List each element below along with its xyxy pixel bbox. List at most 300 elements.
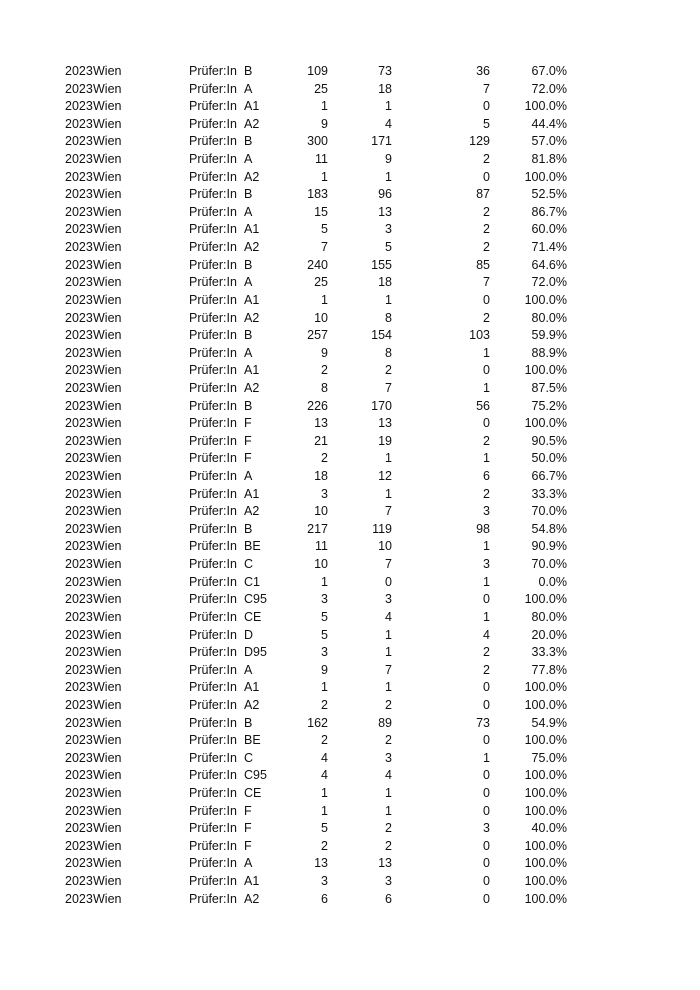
examiner-role-cell: Prüfer:In xyxy=(189,750,237,765)
examiner-role-cell: Prüfer:In xyxy=(189,874,237,889)
examiner-role-cell: Prüfer:In xyxy=(189,380,237,395)
failed-count-cell: 2 xyxy=(483,645,490,660)
pass-rate-cell: 66.7% xyxy=(531,469,567,484)
pass-rate-cell: 100.0% xyxy=(524,697,567,712)
failed-count-cell: 2 xyxy=(483,222,490,237)
year-cell: 2023 xyxy=(65,504,93,519)
examiner-role-cell: Prüfer:In xyxy=(189,257,237,272)
city-cell: Wien xyxy=(93,539,122,554)
failed-count-cell: 3 xyxy=(483,504,490,519)
table-row xyxy=(0,873,700,891)
examiner-role-cell: Prüfer:In xyxy=(189,451,237,466)
failed-count-cell: 1 xyxy=(483,750,490,765)
pass-rate-cell: 81.8% xyxy=(531,152,567,167)
examiner-role-cell: Prüfer:In xyxy=(189,768,237,783)
examiner-role-cell: Prüfer:In xyxy=(189,328,237,343)
table-row xyxy=(0,169,700,187)
examiner-role-cell: Prüfer:In xyxy=(189,134,237,149)
city-cell: Wien xyxy=(93,592,122,607)
city-cell: Wien xyxy=(93,64,122,78)
pass-rate-cell: 100.0% xyxy=(524,363,567,378)
total-count-cell: 5 xyxy=(321,222,328,237)
examiner-role-cell: Prüfer:In xyxy=(189,310,237,325)
year-cell: 2023 xyxy=(65,521,93,536)
passed-count-cell: 1 xyxy=(385,99,392,114)
city-cell: Wien xyxy=(93,521,122,536)
city-cell: Wien xyxy=(93,574,122,589)
passed-count-cell: 96 xyxy=(378,187,392,202)
year-cell: 2023 xyxy=(65,733,93,748)
city-cell: Wien xyxy=(93,363,122,378)
total-count-cell: 8 xyxy=(321,380,328,395)
license-class-cell: A xyxy=(244,345,253,360)
passed-count-cell: 154 xyxy=(371,328,392,343)
examiner-role-cell: Prüfer:In xyxy=(189,821,237,836)
failed-count-cell: 0 xyxy=(483,697,490,712)
license-class-cell: B xyxy=(244,521,253,536)
failed-count-cell: 7 xyxy=(483,275,490,290)
year-cell: 2023 xyxy=(65,891,93,906)
city-cell: Wien xyxy=(93,380,122,395)
table-row xyxy=(0,715,700,733)
city-cell: Wien xyxy=(93,345,122,360)
table-row xyxy=(0,433,700,451)
license-class-cell: A2 xyxy=(244,697,260,712)
total-count-cell: 25 xyxy=(314,81,328,96)
total-count-cell: 2 xyxy=(321,838,328,853)
year-cell: 2023 xyxy=(65,469,93,484)
license-class-cell: A2 xyxy=(244,891,260,906)
pass-rate-cell: 60.0% xyxy=(531,222,567,237)
examiner-role-cell: Prüfer:In xyxy=(189,204,237,219)
pass-rate-cell: 100.0% xyxy=(524,416,567,431)
failed-count-cell: 36 xyxy=(476,64,490,78)
examiner-role-cell: Prüfer:In xyxy=(189,64,237,78)
license-class-cell: A xyxy=(244,204,253,219)
passed-count-cell: 13 xyxy=(378,204,392,219)
pass-rate-cell: 50.0% xyxy=(531,451,567,466)
year-cell: 2023 xyxy=(65,134,93,149)
year-cell: 2023 xyxy=(65,99,93,114)
total-count-cell: 2 xyxy=(321,451,328,466)
table-row xyxy=(0,609,700,627)
license-class-cell: F xyxy=(244,451,252,466)
city-cell: Wien xyxy=(93,768,122,783)
failed-count-cell: 0 xyxy=(483,768,490,783)
passed-count-cell: 7 xyxy=(385,662,392,677)
license-class-cell: F xyxy=(244,803,252,818)
total-count-cell: 4 xyxy=(321,768,328,783)
pass-rate-cell: 90.5% xyxy=(531,433,567,448)
total-count-cell: 1 xyxy=(321,680,328,695)
license-class-cell: C xyxy=(244,557,254,572)
license-class-cell: A1 xyxy=(244,874,260,889)
table-row xyxy=(0,274,700,292)
table-row xyxy=(0,292,700,310)
license-class-cell: A2 xyxy=(244,310,260,325)
passed-count-cell: 1 xyxy=(385,451,392,466)
table-row xyxy=(0,891,700,909)
city-cell: Wien xyxy=(93,416,122,431)
examiner-role-cell: Prüfer:In xyxy=(189,592,237,607)
year-cell: 2023 xyxy=(65,204,93,219)
table-row xyxy=(0,803,700,821)
failed-count-cell: 3 xyxy=(483,821,490,836)
table-row xyxy=(0,503,700,521)
failed-count-cell: 0 xyxy=(483,891,490,906)
city-cell: Wien xyxy=(93,292,122,307)
year-cell: 2023 xyxy=(65,275,93,290)
total-count-cell: 1 xyxy=(321,99,328,114)
city-cell: Wien xyxy=(93,557,122,572)
table-row xyxy=(0,556,700,574)
pass-rate-cell: 44.4% xyxy=(531,116,567,131)
total-count-cell: 240 xyxy=(307,257,328,272)
pass-rate-cell: 100.0% xyxy=(524,733,567,748)
pass-rate-cell: 100.0% xyxy=(524,803,567,818)
examiner-role-cell: Prüfer:In xyxy=(189,662,237,677)
failed-count-cell: 0 xyxy=(483,292,490,307)
total-count-cell: 1 xyxy=(321,169,328,184)
table-row xyxy=(0,186,700,204)
year-cell: 2023 xyxy=(65,680,93,695)
year-cell: 2023 xyxy=(65,416,93,431)
pass-rate-cell: 0.0% xyxy=(538,574,567,589)
examiner-role-cell: Prüfer:In xyxy=(189,99,237,114)
city-cell: Wien xyxy=(93,328,122,343)
total-count-cell: 10 xyxy=(314,504,328,519)
license-class-cell: A1 xyxy=(244,222,260,237)
passed-count-cell: 3 xyxy=(385,222,392,237)
license-class-cell: CE xyxy=(244,609,262,624)
year-cell: 2023 xyxy=(65,257,93,272)
passed-count-cell: 3 xyxy=(385,592,392,607)
year-cell: 2023 xyxy=(65,609,93,624)
failed-count-cell: 0 xyxy=(483,838,490,853)
year-cell: 2023 xyxy=(65,116,93,131)
year-cell: 2023 xyxy=(65,451,93,466)
year-cell: 2023 xyxy=(65,627,93,642)
table-row xyxy=(0,450,700,468)
failed-count-cell: 0 xyxy=(483,803,490,818)
table-row xyxy=(0,838,700,856)
failed-count-cell: 2 xyxy=(483,310,490,325)
failed-count-cell: 2 xyxy=(483,240,490,255)
license-class-cell: A xyxy=(244,152,253,167)
pass-rate-cell: 100.0% xyxy=(524,292,567,307)
passed-count-cell: 3 xyxy=(385,874,392,889)
passed-count-cell: 1 xyxy=(385,803,392,818)
table-row xyxy=(0,239,700,257)
license-class-cell: B xyxy=(244,64,253,78)
examiner-role-cell: Prüfer:In xyxy=(189,169,237,184)
pass-rate-cell: 70.0% xyxy=(531,557,567,572)
pass-rate-cell: 77.8% xyxy=(531,662,567,677)
table-row xyxy=(0,310,700,328)
license-class-cell: A1 xyxy=(244,363,260,378)
year-cell: 2023 xyxy=(65,768,93,783)
examiner-role-cell: Prüfer:In xyxy=(189,715,237,730)
year-cell: 2023 xyxy=(65,169,93,184)
year-cell: 2023 xyxy=(65,152,93,167)
table-row xyxy=(0,116,700,134)
city-cell: Wien xyxy=(93,204,122,219)
passed-count-cell: 171 xyxy=(371,134,392,149)
table-row xyxy=(0,644,700,662)
year-cell: 2023 xyxy=(65,697,93,712)
total-count-cell: 11 xyxy=(315,539,328,554)
license-class-cell: A2 xyxy=(244,240,260,255)
examiner-role-cell: Prüfer:In xyxy=(189,539,237,554)
table-row xyxy=(0,855,700,873)
license-class-cell: B xyxy=(244,715,253,730)
examiner-role-cell: Prüfer:In xyxy=(189,116,237,131)
license-class-cell: BE xyxy=(244,539,261,554)
city-cell: Wien xyxy=(93,803,122,818)
table-row xyxy=(0,327,700,345)
city-cell: Wien xyxy=(93,697,122,712)
year-cell: 2023 xyxy=(65,645,93,660)
city-cell: Wien xyxy=(93,662,122,677)
pass-rate-cell: 72.0% xyxy=(531,81,567,96)
total-count-cell: 5 xyxy=(321,609,328,624)
total-count-cell: 257 xyxy=(307,328,328,343)
year-cell: 2023 xyxy=(65,187,93,202)
license-class-cell: A xyxy=(244,81,253,96)
examiner-role-cell: Prüfer:In xyxy=(189,363,237,378)
passed-count-cell: 18 xyxy=(378,275,392,290)
table-row xyxy=(0,486,700,504)
pass-rate-cell: 75.2% xyxy=(531,398,567,413)
license-class-cell: D95 xyxy=(244,645,267,660)
total-count-cell: 6 xyxy=(321,891,328,906)
pass-rate-cell: 75.0% xyxy=(531,750,567,765)
failed-count-cell: 1 xyxy=(483,574,490,589)
passed-count-cell: 4 xyxy=(385,116,392,131)
city-cell: Wien xyxy=(93,504,122,519)
total-count-cell: 183 xyxy=(307,187,328,202)
total-count-cell: 109 xyxy=(307,64,328,78)
license-class-cell: C xyxy=(244,750,254,765)
passed-count-cell: 4 xyxy=(385,768,392,783)
pass-rate-cell: 100.0% xyxy=(524,99,567,114)
license-class-cell: B xyxy=(244,187,253,202)
year-cell: 2023 xyxy=(65,803,93,818)
table-row xyxy=(0,538,700,556)
license-class-cell: A2 xyxy=(244,504,260,519)
city-cell: Wien xyxy=(93,398,122,413)
examiner-role-cell: Prüfer:In xyxy=(189,240,237,255)
total-count-cell: 5 xyxy=(321,627,328,642)
failed-count-cell: 2 xyxy=(483,152,490,167)
table-row xyxy=(0,151,700,169)
pass-rate-cell: 100.0% xyxy=(524,169,567,184)
passed-count-cell: 0 xyxy=(385,574,392,589)
table-row xyxy=(0,732,700,750)
failed-count-cell: 0 xyxy=(483,874,490,889)
year-cell: 2023 xyxy=(65,821,93,836)
table-row xyxy=(0,221,700,239)
city-cell: Wien xyxy=(93,838,122,853)
total-count-cell: 1 xyxy=(321,574,328,589)
pass-rate-cell: 52.5% xyxy=(531,187,567,202)
pass-rate-cell: 33.3% xyxy=(531,645,567,660)
table-row xyxy=(0,362,700,380)
city-cell: Wien xyxy=(93,750,122,765)
table-row xyxy=(0,81,700,99)
year-cell: 2023 xyxy=(65,81,93,96)
license-class-cell: D xyxy=(244,627,254,642)
pass-rate-cell: 20.0% xyxy=(531,627,567,642)
license-class-cell: A1 xyxy=(244,486,260,501)
passed-count-cell: 5 xyxy=(385,240,392,255)
year-cell: 2023 xyxy=(65,539,93,554)
examiner-role-cell: Prüfer:In xyxy=(189,645,237,660)
total-count-cell: 3 xyxy=(321,645,328,660)
total-count-cell: 11 xyxy=(315,152,328,167)
total-count-cell: 9 xyxy=(321,116,328,131)
table-row xyxy=(0,204,700,222)
examiner-role-cell: Prüfer:In xyxy=(189,627,237,642)
city-cell: Wien xyxy=(93,257,122,272)
pass-rate-cell: 100.0% xyxy=(524,680,567,695)
failed-count-cell: 3 xyxy=(483,557,490,572)
pass-rate-cell: 71.4% xyxy=(531,240,567,255)
passed-count-cell: 2 xyxy=(385,363,392,378)
pass-rate-cell: 59.9% xyxy=(531,328,567,343)
license-class-cell: A1 xyxy=(244,292,260,307)
examiner-role-cell: Prüfer:In xyxy=(189,152,237,167)
city-cell: Wien xyxy=(93,645,122,660)
year-cell: 2023 xyxy=(65,64,93,78)
year-cell: 2023 xyxy=(65,345,93,360)
pass-rate-cell: 40.0% xyxy=(531,821,567,836)
year-cell: 2023 xyxy=(65,557,93,572)
passed-count-cell: 119 xyxy=(372,521,392,536)
year-cell: 2023 xyxy=(65,240,93,255)
city-cell: Wien xyxy=(93,81,122,96)
year-cell: 2023 xyxy=(65,662,93,677)
city-cell: Wien xyxy=(93,785,122,800)
license-class-cell: F xyxy=(244,433,252,448)
total-count-cell: 217 xyxy=(307,521,328,536)
failed-count-cell: 73 xyxy=(476,715,490,730)
license-class-cell: A xyxy=(244,275,253,290)
total-count-cell: 300 xyxy=(307,134,328,149)
failed-count-cell: 6 xyxy=(483,469,490,484)
city-cell: Wien xyxy=(93,733,122,748)
examiner-role-cell: Prüfer:In xyxy=(189,803,237,818)
city-cell: Wien xyxy=(93,152,122,167)
examiner-role-cell: Prüfer:In xyxy=(189,680,237,695)
year-cell: 2023 xyxy=(65,750,93,765)
passed-count-cell: 73 xyxy=(378,64,392,78)
passed-count-cell: 12 xyxy=(378,469,392,484)
passed-count-cell: 6 xyxy=(385,891,392,906)
examiner-role-cell: Prüfer:In xyxy=(189,275,237,290)
city-cell: Wien xyxy=(93,275,122,290)
total-count-cell: 13 xyxy=(314,416,328,431)
failed-count-cell: 0 xyxy=(483,856,490,871)
pass-rate-cell: 90.9% xyxy=(531,539,567,554)
total-count-cell: 13 xyxy=(314,856,328,871)
table-row xyxy=(0,574,700,592)
failed-count-cell: 0 xyxy=(483,592,490,607)
failed-count-cell: 1 xyxy=(483,609,490,624)
passed-count-cell: 13 xyxy=(378,416,392,431)
passed-count-cell: 2 xyxy=(385,821,392,836)
pass-rate-cell: 80.0% xyxy=(531,310,567,325)
failed-count-cell: 2 xyxy=(483,662,490,677)
table-row xyxy=(0,63,700,81)
examiner-role-cell: Prüfer:In xyxy=(189,398,237,413)
table-row xyxy=(0,627,700,645)
examiner-role-cell: Prüfer:In xyxy=(189,785,237,800)
total-count-cell: 9 xyxy=(321,662,328,677)
examiner-role-cell: Prüfer:In xyxy=(189,504,237,519)
city-cell: Wien xyxy=(93,856,122,871)
license-class-cell: B xyxy=(244,398,253,413)
passed-count-cell: 2 xyxy=(385,733,392,748)
failed-count-cell: 1 xyxy=(483,345,490,360)
passed-count-cell: 19 xyxy=(378,433,392,448)
passed-count-cell: 1 xyxy=(385,486,392,501)
license-class-cell: BE xyxy=(244,733,261,748)
failed-count-cell: 56 xyxy=(476,398,490,413)
passed-count-cell: 1 xyxy=(385,645,392,660)
pass-rate-cell: 54.8% xyxy=(531,521,567,536)
license-class-cell: A2 xyxy=(244,380,260,395)
table-row xyxy=(0,697,700,715)
pass-rate-cell: 64.6% xyxy=(531,257,567,272)
table-row xyxy=(0,415,700,433)
city-cell: Wien xyxy=(93,451,122,466)
total-count-cell: 10 xyxy=(314,557,328,572)
failed-count-cell: 129 xyxy=(469,134,490,149)
passed-count-cell: 8 xyxy=(385,310,392,325)
passed-count-cell: 7 xyxy=(385,380,392,395)
table-row xyxy=(0,521,700,539)
table-row xyxy=(0,468,700,486)
pass-rate-cell: 70.0% xyxy=(531,504,567,519)
year-cell: 2023 xyxy=(65,222,93,237)
total-count-cell: 18 xyxy=(314,469,328,484)
examiner-role-cell: Prüfer:In xyxy=(189,891,237,906)
city-cell: Wien xyxy=(93,680,122,695)
year-cell: 2023 xyxy=(65,292,93,307)
total-count-cell: 3 xyxy=(321,874,328,889)
table-row xyxy=(0,98,700,116)
city-cell: Wien xyxy=(93,627,122,642)
passed-count-cell: 7 xyxy=(385,557,392,572)
year-cell: 2023 xyxy=(65,486,93,501)
pass-rate-cell: 86.7% xyxy=(531,204,567,219)
passed-count-cell: 89 xyxy=(378,715,392,730)
examiner-role-cell: Prüfer:In xyxy=(189,574,237,589)
year-cell: 2023 xyxy=(65,874,93,889)
pass-rate-cell: 100.0% xyxy=(524,785,567,800)
city-cell: Wien xyxy=(93,99,122,114)
pass-rate-cell: 80.0% xyxy=(531,609,567,624)
city-cell: Wien xyxy=(93,433,122,448)
table-row xyxy=(0,679,700,697)
total-count-cell: 226 xyxy=(307,398,328,413)
failed-count-cell: 0 xyxy=(483,169,490,184)
passed-count-cell: 3 xyxy=(385,750,392,765)
failed-count-cell: 7 xyxy=(483,81,490,96)
failed-count-cell: 0 xyxy=(483,680,490,695)
passed-count-cell: 1 xyxy=(385,169,392,184)
